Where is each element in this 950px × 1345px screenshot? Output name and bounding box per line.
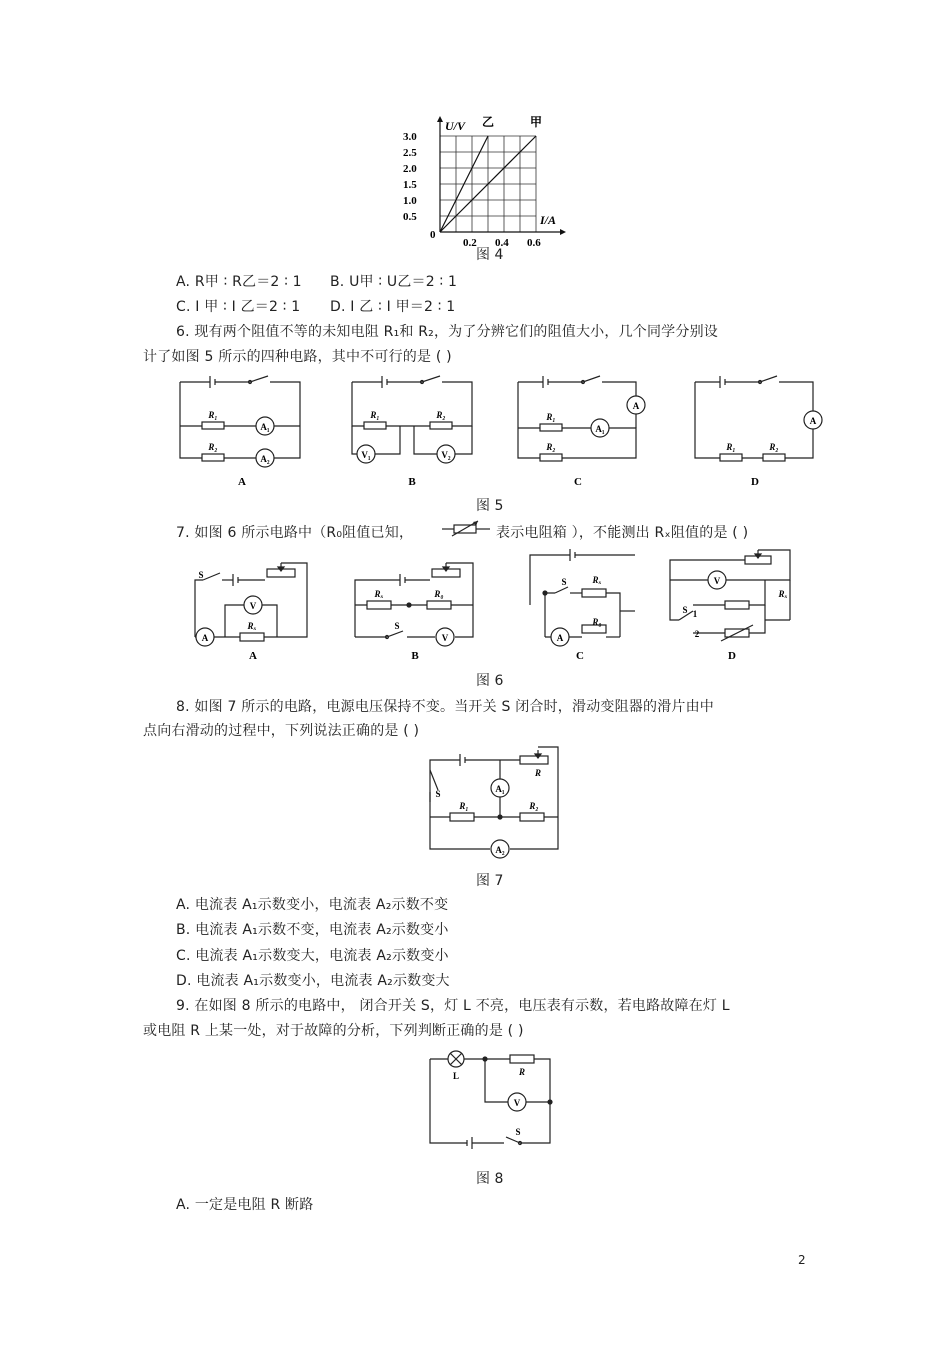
- q8-option-d: D. 电流表 A₁示数变小，电流表 A₂示数变大: [176, 973, 450, 989]
- y-axis-label: U/V: [445, 119, 466, 133]
- x-tick-label: 0.2: [463, 237, 477, 247]
- q6-text-line1: 6. 现有两个阻值不等的未知电阻 R₁和 R₂，为了分辨它们的阻值大小，几个同学分别设: [176, 324, 718, 340]
- svg-text:S: S: [435, 789, 441, 799]
- svg-text:Rₓ: Rₓ: [592, 575, 602, 585]
- svg-text:V₁: V₁: [361, 450, 371, 460]
- svg-text:Rₓ: Rₓ: [247, 621, 257, 631]
- q7-text-post: 表示电阻箱 ），不能测出 Rₓ阻值的是 ( ): [496, 525, 749, 541]
- q9-option-a: A. 一定是电阻 R 断路: [176, 1197, 314, 1213]
- svg-text:V: V: [249, 601, 257, 611]
- svg-text:R₀: R₀: [592, 617, 602, 627]
- svg-text:R₀: R₀: [434, 589, 444, 599]
- svg-text:A: A: [201, 633, 209, 643]
- fig6-label-a: A: [249, 650, 257, 662]
- svg-text:V: V: [713, 576, 721, 586]
- svg-text:L: L: [452, 1071, 460, 1081]
- q7-text-pre: 7. 如图 6 所示电路中（R₀阻值已知，: [176, 525, 414, 541]
- svg-text:A₁: A₁: [260, 422, 270, 432]
- y-tick-label: 1.0: [403, 195, 417, 207]
- svg-text:V: V: [441, 633, 449, 643]
- svg-text:S: S: [394, 621, 400, 631]
- q9-text-line2: 或电阻 R 上某一处，对于故障的分析，下列判断正确的是 ( ): [143, 1023, 524, 1039]
- circuit-a: [180, 376, 300, 467]
- origin-label: 0: [430, 229, 436, 241]
- y-tick-label: 1.5: [403, 179, 417, 191]
- fig6-circuits: [185, 545, 805, 665]
- svg-text:A: A: [556, 633, 564, 643]
- fig5-circuits: [170, 370, 830, 490]
- svg-text:S: S: [515, 1127, 521, 1137]
- fig8-caption: 图 8: [476, 1171, 504, 1187]
- svg-text:A₂: A₂: [260, 454, 270, 464]
- fig5-caption: 图 5: [476, 498, 504, 514]
- svg-text:S: S: [198, 570, 204, 580]
- svg-text:A₁: A₁: [595, 424, 605, 434]
- q6-text-line2: 计了如图 5 所示的四种电路，其中不可行的是 ( ): [143, 349, 452, 365]
- fig6-caption: 图 6: [476, 673, 504, 689]
- svg-text:Rₓ: Rₓ: [374, 589, 384, 599]
- fig5-label-a: A: [238, 476, 246, 488]
- circuit-c: [518, 376, 645, 461]
- fig6-label-c: C: [576, 650, 584, 662]
- svg-text:R₂: R₂: [436, 410, 446, 420]
- svg-text:Rₓ: Rₓ: [778, 589, 788, 599]
- y-tick-label: 2.0: [403, 163, 417, 175]
- q8-option-a: A. 电流表 A₁示数变小，电流表 A₂示数不变: [176, 897, 449, 913]
- fig4-caption: 图 4: [476, 247, 504, 263]
- svg-text:R₂: R₂: [546, 442, 556, 452]
- svg-text:R₁: R₁: [726, 442, 736, 452]
- q8-option-b: B. 电流表 A₁示数不变，电流表 A₂示数变小: [176, 922, 449, 938]
- x-axis-label: I/A: [540, 213, 557, 227]
- svg-text:A: A: [632, 401, 640, 411]
- fig5-label-c: C: [574, 476, 582, 488]
- page-number: 2: [798, 1253, 806, 1267]
- svg-text:A₁: A₁: [495, 784, 505, 794]
- svg-text:R₂: R₂: [208, 442, 218, 452]
- svg-text:V: V: [513, 1098, 521, 1108]
- q5-option-a: A. R甲 ∶ R乙＝2 ∶ 1: [176, 274, 302, 290]
- circuit-d: [695, 376, 822, 461]
- fig4-chart: [400, 112, 575, 247]
- y-tick-label: 2.5: [403, 147, 417, 159]
- svg-text:S: S: [682, 605, 688, 615]
- svg-text:R₂: R₂: [529, 801, 539, 811]
- q5-option-d: D. I 乙 ∶ I 甲＝2 ∶ 1: [330, 299, 456, 315]
- svg-text:2: 2: [694, 629, 700, 639]
- q8-text-line1: 8. 如图 7 所示的电路，电源电压保持不变。当开关 S 闭合时，滑动变阻器的滑片由中: [176, 699, 715, 715]
- fig5-label-b: B: [408, 476, 416, 488]
- svg-text:R: R: [534, 768, 542, 778]
- y-tick-label: 0.5: [403, 211, 417, 223]
- q9-text-line1: 9. 在如图 8 所示的电路中， 闭合开关 S，灯 L 不亮，电压表有示数，若电路故障在灯 L: [176, 998, 730, 1014]
- fig6-label-b: B: [411, 650, 419, 662]
- svg-text:S: S: [561, 577, 567, 587]
- svg-text:R₁: R₁: [459, 801, 469, 811]
- resistance-box-icon: [440, 518, 492, 538]
- svg-text:R: R: [518, 1067, 526, 1077]
- x-tick-label: 0.6: [527, 237, 541, 247]
- fig7-circuit: [420, 742, 570, 862]
- x-tick-label: 0.4: [495, 237, 509, 247]
- y-tick-label: 3.0: [403, 131, 417, 143]
- series-label-0: 乙: [482, 115, 495, 129]
- q5-option-c: C. I 甲 ∶ I 乙＝2 ∶ 1: [176, 299, 301, 315]
- fig8-circuit: [420, 1045, 565, 1155]
- svg-text:R₁: R₁: [370, 410, 380, 420]
- q8-text-line2: 点向右滑动的过程中，下列说法正确的是 ( ): [143, 723, 420, 739]
- fig5-label-d: D: [751, 476, 759, 488]
- svg-text:V₂: V₂: [441, 450, 451, 460]
- q8-option-c: C. 电流表 A₁示数变大，电流表 A₂示数变小: [176, 948, 449, 964]
- q5-option-b: B. U甲 ∶ U乙＝2 ∶ 1: [330, 274, 458, 290]
- svg-text:R₁: R₁: [546, 412, 556, 422]
- svg-text:R₂: R₂: [769, 442, 779, 452]
- svg-text:A₂: A₂: [495, 845, 505, 855]
- svg-text:R₁: R₁: [208, 410, 218, 420]
- series-label-1: 甲: [530, 115, 543, 129]
- fig6-label-d: D: [728, 650, 736, 662]
- svg-text:1: 1: [692, 609, 698, 619]
- fig7-caption: 图 7: [476, 873, 504, 889]
- svg-text:A: A: [809, 416, 817, 426]
